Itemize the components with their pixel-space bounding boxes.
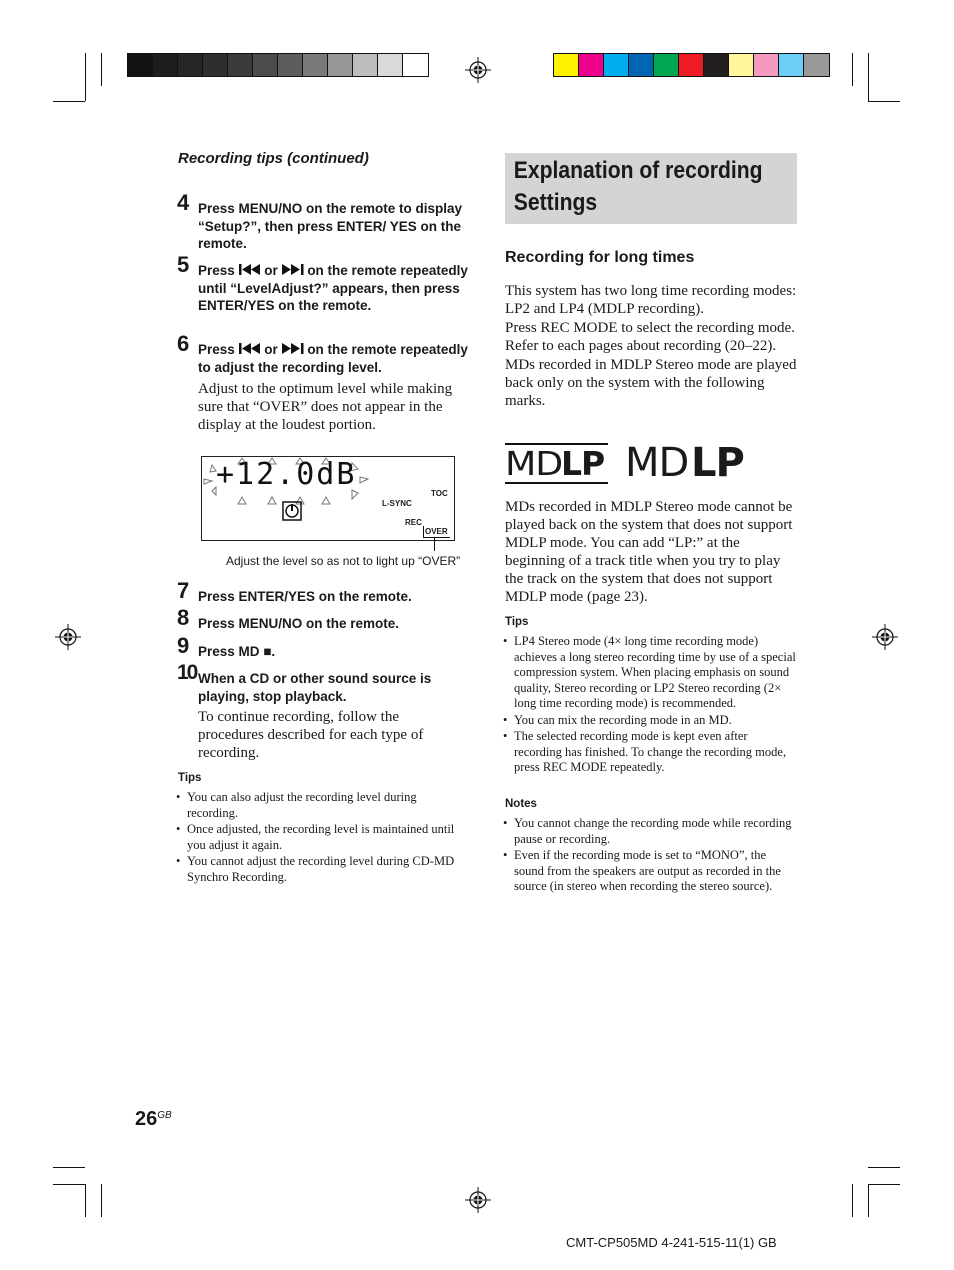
step-number: 5 bbox=[177, 252, 190, 277]
calibration-swatch bbox=[203, 54, 228, 76]
list-item: • You can also adjust the recording level during recording. bbox=[176, 790, 466, 821]
registration-mark-icon bbox=[872, 624, 898, 650]
right-tips-heading: Tips bbox=[505, 616, 529, 628]
section-title-box bbox=[505, 153, 797, 224]
step-text: When a CD or other sound source is playing, stop playback. bbox=[198, 671, 432, 704]
right-tips-list bbox=[503, 634, 798, 777]
calibration-swatch bbox=[729, 54, 754, 76]
step-number: 4 bbox=[177, 190, 190, 215]
step-text: Press MENU/NO on the remote to display “Setup?”, then press ENTER/ YES on the remote. bbox=[198, 201, 463, 251]
step-5 bbox=[177, 252, 472, 315]
paragraph: This system has two long time recording modes: LP2 and LP4 (MDLP recording). bbox=[505, 283, 797, 317]
calibration-swatch bbox=[403, 54, 428, 76]
section-heading: Recording for long times bbox=[505, 249, 695, 266]
mdlp-logo-boxed bbox=[505, 443, 608, 484]
calibration-swatch bbox=[604, 54, 629, 76]
calibration-swatch bbox=[328, 54, 353, 76]
step-10 bbox=[177, 661, 477, 705]
step-9 bbox=[177, 633, 477, 661]
step-4 bbox=[177, 190, 477, 253]
mdlp-logo bbox=[625, 440, 760, 486]
logo-lp-text: LP bbox=[691, 440, 744, 486]
calibration-swatch bbox=[754, 54, 779, 76]
page-title: Explanation of recording bbox=[513, 157, 763, 184]
step-number: 8 bbox=[177, 605, 190, 630]
right-body bbox=[505, 282, 800, 410]
level-readout: +12.0dB bbox=[216, 457, 357, 492]
list-item: • Even if the recording mode is set to “MONO”, the sound from the speakers are output as recorded in the source (in stereo when recording the stereo source). bbox=[503, 848, 798, 895]
continued-heading: Recording tips (continued) bbox=[178, 150, 369, 167]
list-item: • The selected recording mode is kept even after recording has finished. To change the recording mode, press REC MODE repeatedly. bbox=[503, 729, 798, 776]
calibration-swatch bbox=[654, 54, 679, 76]
step-8 bbox=[177, 605, 477, 633]
skip-back-icon bbox=[239, 343, 261, 354]
step-text: Press or on the remote repeatedly until “LevelAdjust?” appears, then press ENTER/YES on the remote. bbox=[198, 263, 468, 313]
calibration-swatch bbox=[228, 54, 253, 76]
page-title-line2: Settings bbox=[513, 189, 598, 216]
calibration-swatch bbox=[278, 54, 303, 76]
calibration-swatch bbox=[303, 54, 328, 76]
left-tips-heading: Tips bbox=[178, 772, 202, 784]
paragraph: MDs recorded in MDLP Stereo mode are played back only on the system with the following marks. bbox=[505, 357, 797, 409]
step-number: 9 bbox=[177, 633, 190, 658]
step-text: Press MENU/NO on the remote. bbox=[198, 616, 400, 631]
paragraph: Press REC MODE to select the recording mode. Refer to each pages about recording (20–22). bbox=[505, 320, 795, 354]
display-caption: Adjust the level so as not to light up “OVER” bbox=[226, 554, 461, 568]
calibration-swatch bbox=[378, 54, 403, 76]
list-item: • You can mix the recording mode in an MD. bbox=[503, 713, 798, 729]
color-calibration-bar bbox=[553, 53, 830, 77]
rec-indicator: REC bbox=[405, 518, 422, 527]
step-6-body: Adjust to the optimum level while making sure that “OVER” does not appear in the display at the loudest portion. bbox=[198, 381, 453, 433]
model-code: CMT-CP505MD 4-241-515-11(1) GB bbox=[566, 1235, 777, 1250]
list-item: • Once adjusted, the recording level is maintained until you adjust it again. bbox=[176, 822, 466, 853]
registration-mark-icon bbox=[465, 57, 491, 83]
step-6 bbox=[177, 331, 477, 376]
notes-list bbox=[503, 816, 798, 896]
step-text: Press MD ■. bbox=[198, 644, 276, 659]
registration-mark-icon bbox=[55, 624, 81, 650]
lsync-indicator: L-SYNC bbox=[382, 499, 412, 508]
over-indicator: OVER bbox=[425, 527, 448, 536]
skip-back-icon bbox=[239, 264, 261, 275]
skip-forward-icon bbox=[282, 264, 304, 275]
calibration-swatch bbox=[804, 54, 829, 76]
page-number-value: 26 bbox=[135, 1108, 158, 1130]
over-bracket bbox=[423, 526, 450, 538]
caption-leader-line bbox=[434, 537, 435, 551]
list-item: • You cannot adjust the recording level during CD-MD Synchro Recording. bbox=[176, 854, 466, 885]
disc-indicator-icon bbox=[282, 501, 302, 521]
step-number: 7 bbox=[177, 578, 190, 603]
calibration-swatch bbox=[128, 54, 153, 76]
calibration-swatch bbox=[554, 54, 579, 76]
step-7 bbox=[177, 578, 477, 606]
calibration-swatch bbox=[178, 54, 203, 76]
list-item: • LP4 Stereo mode (4× long time recording mode) achieves a long stereo recording time by use of a special compression system. When placing emphasis on sound quality, Stereo recording or LP2 Stereo recording (2× long time recording mode) is recommended. bbox=[503, 634, 798, 712]
list-item: • You cannot change the recording mode while recording pause or recording. bbox=[503, 816, 798, 847]
page-number-suffix: GB bbox=[157, 1110, 172, 1121]
logo-md-text: MD bbox=[625, 440, 689, 486]
registration-mark-icon bbox=[465, 1187, 491, 1213]
step-number: 10 bbox=[177, 661, 197, 684]
lcd-display-illustration bbox=[201, 456, 455, 541]
calibration-swatch bbox=[353, 54, 378, 76]
step-text: Press or on the remote repeatedly to adjust the recording level. bbox=[198, 342, 468, 375]
grayscale-calibration-bar bbox=[127, 53, 429, 77]
calibration-swatch bbox=[779, 54, 804, 76]
logo-md-text: MD bbox=[505, 444, 563, 483]
notes-heading: Notes bbox=[505, 798, 537, 810]
step-number: 6 bbox=[177, 331, 190, 356]
calibration-swatch bbox=[704, 54, 729, 76]
step-text: Press ENTER/YES on the remote. bbox=[198, 589, 412, 604]
logo-lp-text: LP bbox=[561, 444, 605, 483]
left-tips-list bbox=[176, 790, 466, 886]
calibration-swatch bbox=[153, 54, 178, 76]
toc-indicator: TOC bbox=[431, 489, 448, 498]
calibration-swatch bbox=[579, 54, 604, 76]
page-number bbox=[135, 1108, 172, 1131]
step-10-body: To continue recording, follow the procedures described for each type of recording. bbox=[198, 709, 424, 761]
calibration-swatch bbox=[679, 54, 704, 76]
calibration-swatch bbox=[253, 54, 278, 76]
calibration-swatch bbox=[629, 54, 654, 76]
paragraph-after-logo: MDs recorded in MDLP Stereo mode cannot be played back on the system that does not support MDLP mode. You can add “LP:” at the beginning of a track title when you try to play the track on the system that does not support MDLP mode (page 23). bbox=[505, 499, 793, 605]
skip-forward-icon bbox=[282, 343, 304, 354]
